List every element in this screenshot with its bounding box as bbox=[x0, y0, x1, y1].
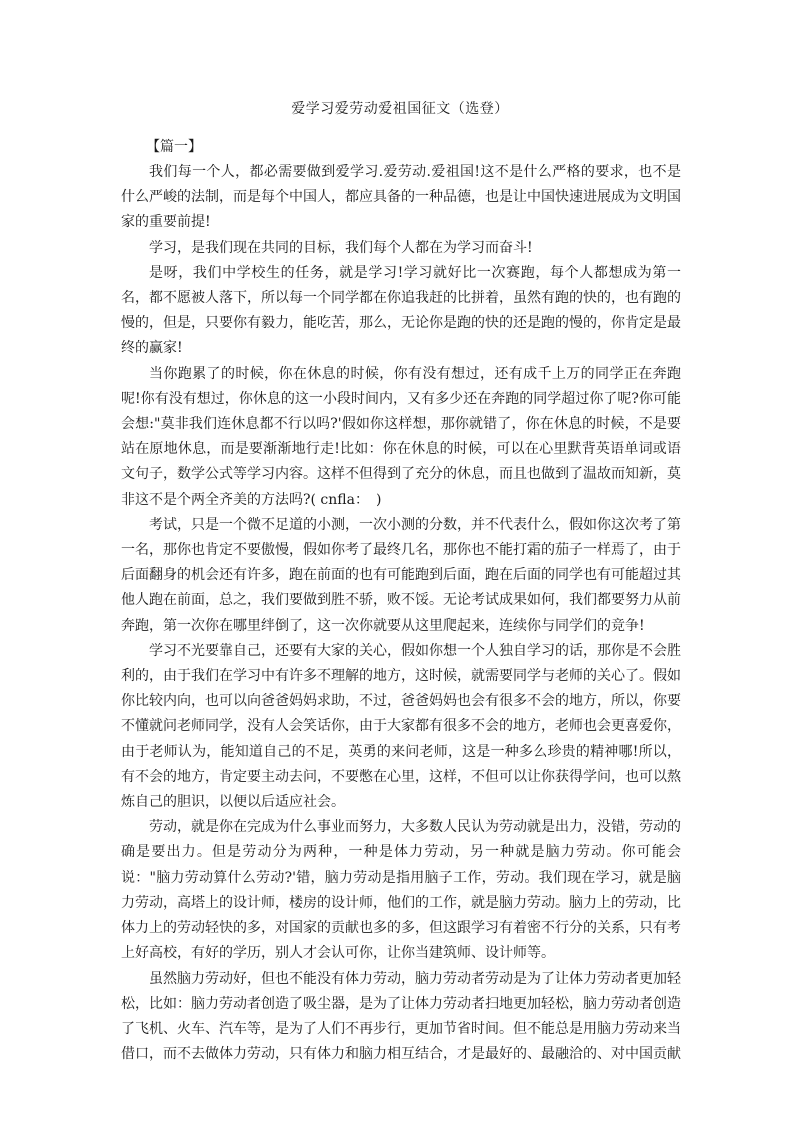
paragraph-6: 学习不光要靠自己，还要有大家的关心，假如你想一个人独自学习的话，那你是不会胜利的，由于我们在学习中有许多不理解的地方，这时候，就需要同学与老师的关心了。假如你比较内向，也可以向爸爸妈妈求助，不过，爸爸妈妈也会有很多不会的地方，所以，你要不懂就问老师同学，没有人会笑话你，由于大家都有很多不会的地方，老师也会更喜爱你，由于老师认为，能知道自己的不足，英勇的来问老师，这是一种多么珍贵的精神哪!所以，有不会的地方，肯定要主动去问，不要憋在心里，这样，不但可以让你获得学问，也可以熬炼自己的胆识，以便以后适应社会。 bbox=[121, 642, 681, 811]
paragraph-1: 我们每一个人，都必需要做到爱学习.爱劳动.爱祖国!这不是什么严格的要求，也不是什么严峻的法制，而是每个中国人，都应具备的一种品德，也是让中国快速进展成为文明国家的重要前提! bbox=[121, 164, 681, 231]
paragraph-5: 考试，只是一个微不足道的小测，一次小测的分数，并不代表什么，假如你这次考了第一名，那你也肯定不要傲慢，假如你考了最终几名，那你也不能打霜的茄子一样焉了，由于后面翻身的机会还有许多，跑在前面的也有可能跑到后面，跑在后面的同学也有可能超过其他人跑在前面，总之，我们要做到胜不骄，败不馁。无论考试成果如何，我们都要努力从前奔跑，第一次你在哪里绊倒了，这一次你就要从这里爬起来，连续你与同学们的竞争! bbox=[121, 516, 681, 634]
paragraph-4: 当你跑累了的时候，你在休息的时候，你有没有想过，还有成千上万的同学正在奔跑呢!你有没有想过，你休息的这一小段时间内，又有多少还在奔跑的同学超过你了呢?你可能会想:"莫非我们连休息都不行以吗?'假如你这样想，那你就错了，你在休息的时候，不是要站在原地休息，而是要渐渐地行走!比如：你在休息的时候，可以在心里默背英语单词或语文句子，数学公式等学习内容。这样不但得到了充分的休息，而且也做到了温故而知新，莫非这不是个两全齐美的方法吗?( cnfla： ) bbox=[121, 365, 681, 508]
paragraph-8: 虽然脑力劳动好，但也不能没有体力劳动，脑力劳动者劳动是为了让体力劳动者更加轻松，比如：脑力劳动者创造了吸尘器，是为了让体力劳动者扫地更加轻松，脑力劳动者创造了飞机、火车、汽车等，是为了人们不再步行，更加节省时间。但不能总是用脑力劳动来当借口，而不去做体力劳动，只有体力和脑力相互结合，才是最好的、最融洽的、对中国贡献 bbox=[121, 970, 681, 1063]
paragraph-3: 是呀，我们中学校生的任务，就是学习!学习就好比一次赛跑，每个人都想成为第一名，都不愿被人落下，所以每一个同学都在你追我赶的比拼着，虽然有跑的快的，也有跑的慢的，但是，只要你有毅力，能吃苦，那么，无论你是跑的快的还是跑的慢的，你肯定是最终的赢家! bbox=[121, 264, 681, 357]
document-title: 爱学习爱劳动爱祖国征文（选登） bbox=[291, 101, 509, 117]
section-label: 【篇一】 bbox=[146, 139, 202, 155]
paragraph-2: 学习，是我们现在共同的目标，我们每个人都在为学习而奋斗! bbox=[149, 239, 533, 256]
document-body bbox=[121, 134, 681, 1067]
paragraph-7: 劳动，就是你在完成为什么事业而努力，大多数人民认为劳动就是出力，没错，劳动的确是要出力。但是劳动分为两种，一种是体力劳动，另一种就是脑力劳动。你可能会说："脑力劳动算什么劳动?'错，脑力劳动是指用脑子工作，劳动。我们现在学习，就是脑力劳动，高塔上的设计师，楼房的设计师，他们的工作，就是脑力劳动。脑力上的劳动，比体力上的劳动轻快的多，对国家的贡献也多的多，但这跟学习有着密不行分的关系，只有考上好高校，有好的学历，别人才会认可你，让你当建筑师、设计师等。 bbox=[121, 819, 681, 962]
